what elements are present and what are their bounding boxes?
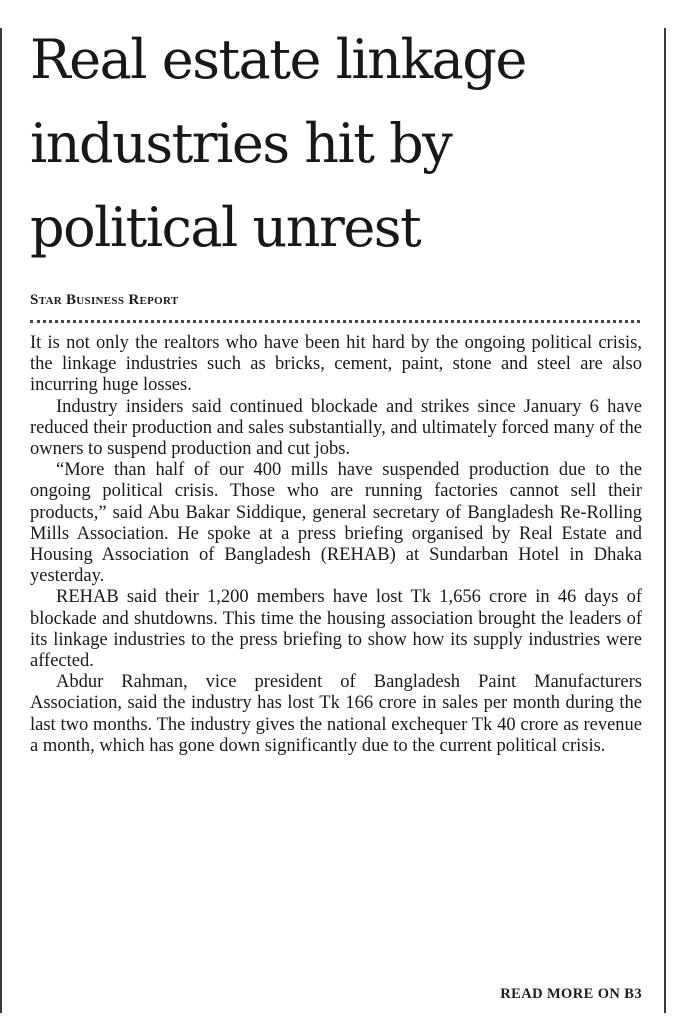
read-more-jump: READ MORE ON B3 bbox=[500, 986, 642, 1002]
paragraph-5: Abdur Rahman, vice president of Bangladesh Paint Manufacturers Association, said the industry has lost Tk 166 crore in sales per month during the last two months. The industry gives the national exchequer Tk 40 crore as revenue a month, which has gone down significantly due to the current political crisis. bbox=[30, 672, 642, 756]
paragraph-1: It is not only the realtors who have been hit hard by the ongoing political crisis, the linkage industries such as bricks, cement, paint, stone and steel are also incurring huge losses. bbox=[30, 333, 642, 396]
paragraph-2: Industry insiders said continued blockade and strikes since January 6 have reduced their production and sales substantially, and ultimately forced many of the owners to suspend production and cut jobs. bbox=[30, 396, 642, 460]
headline bbox=[30, 18, 642, 270]
headline-line-2: industries hit by bbox=[30, 112, 452, 175]
dotted-divider bbox=[30, 320, 640, 323]
byline: Star Business Report bbox=[30, 292, 179, 308]
column-rule-left bbox=[0, 28, 2, 1013]
headline-line-3: political unrest bbox=[30, 196, 421, 259]
paragraph-4: REHAB said their 1,200 members have lost Tk 1,656 crore in 46 days of blockade and shutdowns. This time the housing association brought the leaders of its linkage industries to the press briefing to show how its supply industries were affected. bbox=[30, 587, 642, 672]
column-rule-right bbox=[664, 28, 666, 1013]
paragraph-3: “More than half of our 400 mills have suspended production due to the ongoing political crisis. Those who are running factories cannot sell their products,” said Abu Bakar Siddique, general secretary of Bangladesh Re-Rolling Mills Association. He spoke at a press briefing organised by Real Estate and Housing Association of Bangladesh (REHAB) at Sundarban Hotel in Dhaka yesterday. bbox=[30, 460, 642, 587]
headline-line-1: Real estate linkage bbox=[30, 28, 526, 91]
article-body bbox=[30, 333, 642, 757]
news-article bbox=[30, 18, 642, 757]
